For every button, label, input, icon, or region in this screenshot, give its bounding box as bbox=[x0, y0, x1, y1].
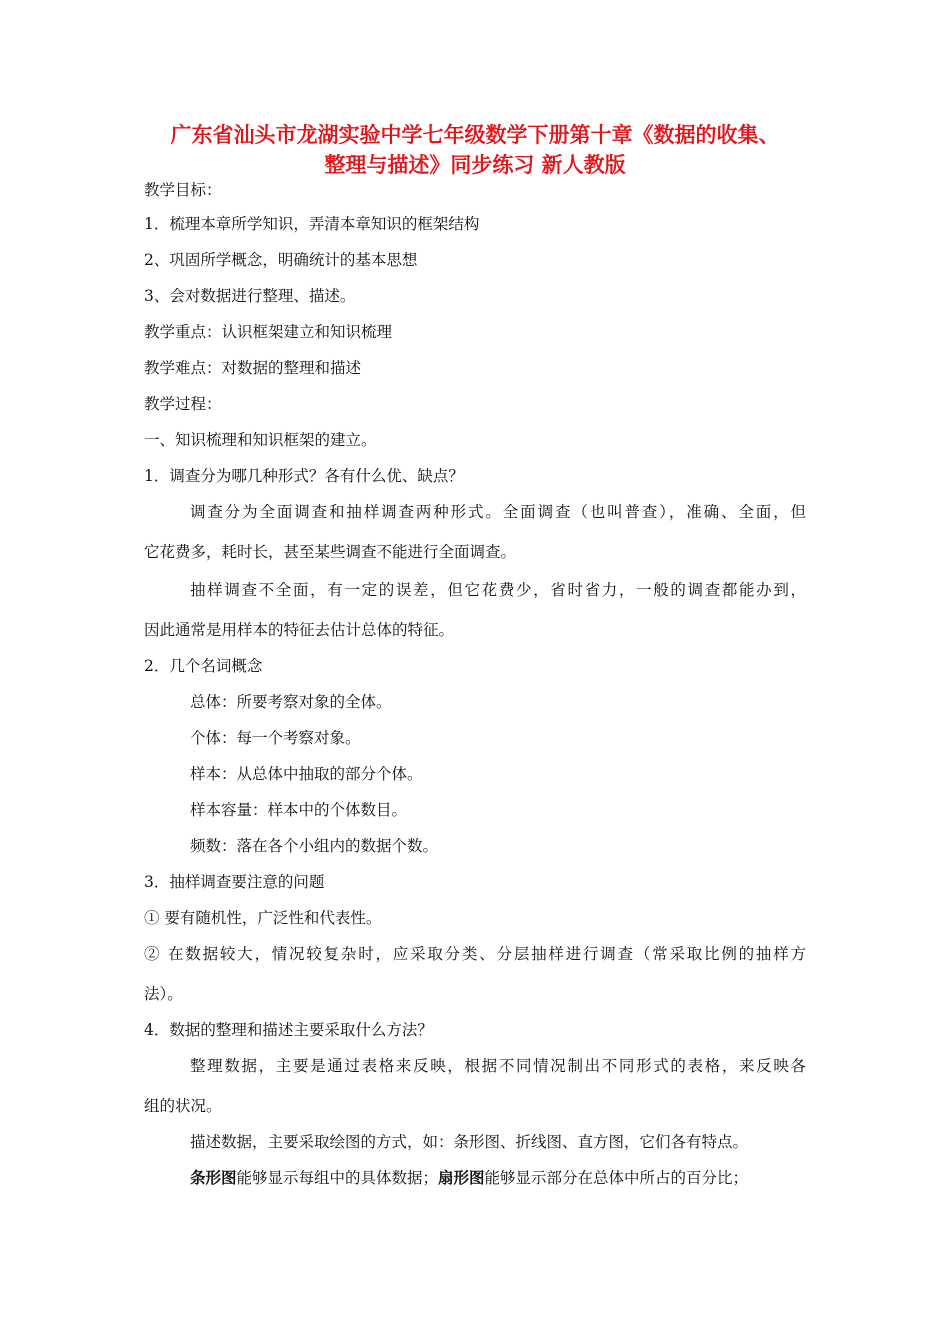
section-heading-objectives: 教学目标： bbox=[144, 181, 222, 199]
question-1: 1．调查分为哪几种形式？各有什么优、缺点？ bbox=[144, 467, 464, 485]
objective-item-1: 1．梳理本章所学知识，弄清本章知识的框架结构 bbox=[144, 215, 480, 233]
term-sample: 样本：从总体中抽取的部分个体。 bbox=[190, 765, 423, 783]
question-3: 3．抽样调查要注意的问题 bbox=[144, 873, 325, 891]
paragraph-sampling: 抽样调查不全面，有一定的误差，但它花费少，省时省力，一般的调查都能办到， bbox=[190, 581, 806, 599]
sampling-note-2: ② 在数据较大，情况较复杂时，应采取分类、分层抽样进行调查（常采取比例的抽样方 bbox=[144, 945, 806, 963]
term-sample-size: 样本容量：样本中的个体数目。 bbox=[190, 801, 408, 819]
difficult-points: 教学难点：对数据的整理和描述 bbox=[144, 359, 362, 377]
term-bar-chart: 条形图 bbox=[190, 1168, 237, 1187]
document-title-line-1: 广东省汕头市龙湖实验中学七年级数学下册第十章《数据的收集、 bbox=[170, 123, 780, 147]
term-population: 总体：所要考察对象的全体。 bbox=[190, 693, 392, 711]
paragraph-describe-data: 描述数据，主要采取绘图的方式，如：条形图、折线图、直方图，它们各有特点。 bbox=[190, 1133, 749, 1151]
paragraph-organize-data: 整理数据，主要是通过表格来反映，根据不同情况制出不同形式的表格，来反映各 bbox=[190, 1057, 806, 1075]
paragraph-survey-types-cont: 它花费多，耗时长，甚至某些调查不能进行全面调查。 bbox=[144, 543, 517, 561]
paragraph-organize-data-cont: 组的状况。 bbox=[144, 1097, 222, 1115]
term-frequency: 频数：落在各个小组内的数据个数。 bbox=[190, 837, 439, 855]
section-heading-process: 教学过程： bbox=[144, 395, 222, 413]
question-2: 2．几个名词概念 bbox=[144, 657, 263, 675]
key-points: 教学重点：认识框架建立和知识梳理 bbox=[144, 323, 393, 341]
pie-chart-desc: 能够显示部分在总体中所占的百分比； bbox=[484, 1169, 749, 1187]
question-4: 4．数据的整理和描述主要采取什么方法？ bbox=[144, 1021, 433, 1039]
paragraph-survey-types: 调查分为全面调查和抽样调查两种形式。全面调查（也叫普查），准确、全面，但 bbox=[190, 503, 806, 521]
document-title-line-2: 整理与描述》同步练习 新人教版 bbox=[324, 153, 626, 177]
subsection-heading-1: 一、知识梳理和知识框架的建立。 bbox=[144, 431, 377, 449]
sampling-note-2-cont: 法）。 bbox=[144, 985, 183, 1003]
sampling-note-1: ① 要有随机性，广泛性和代表性。 bbox=[144, 909, 382, 927]
objective-item-3: 3、会对数据进行整理、描述。 bbox=[144, 287, 356, 305]
paragraph-sampling-cont: 因此通常是用样本的特征去估计总体的特征。 bbox=[144, 621, 455, 639]
term-pie-chart: 扇形图 bbox=[438, 1168, 485, 1187]
term-individual: 个体：每一个考察对象。 bbox=[190, 729, 361, 747]
paragraph-chart-types bbox=[190, 1168, 748, 1188]
bar-chart-desc: 能够显示每组中的具体数据； bbox=[236, 1169, 439, 1187]
objective-item-2: 2、巩固所学概念，明确统计的基本思想 bbox=[144, 251, 418, 269]
